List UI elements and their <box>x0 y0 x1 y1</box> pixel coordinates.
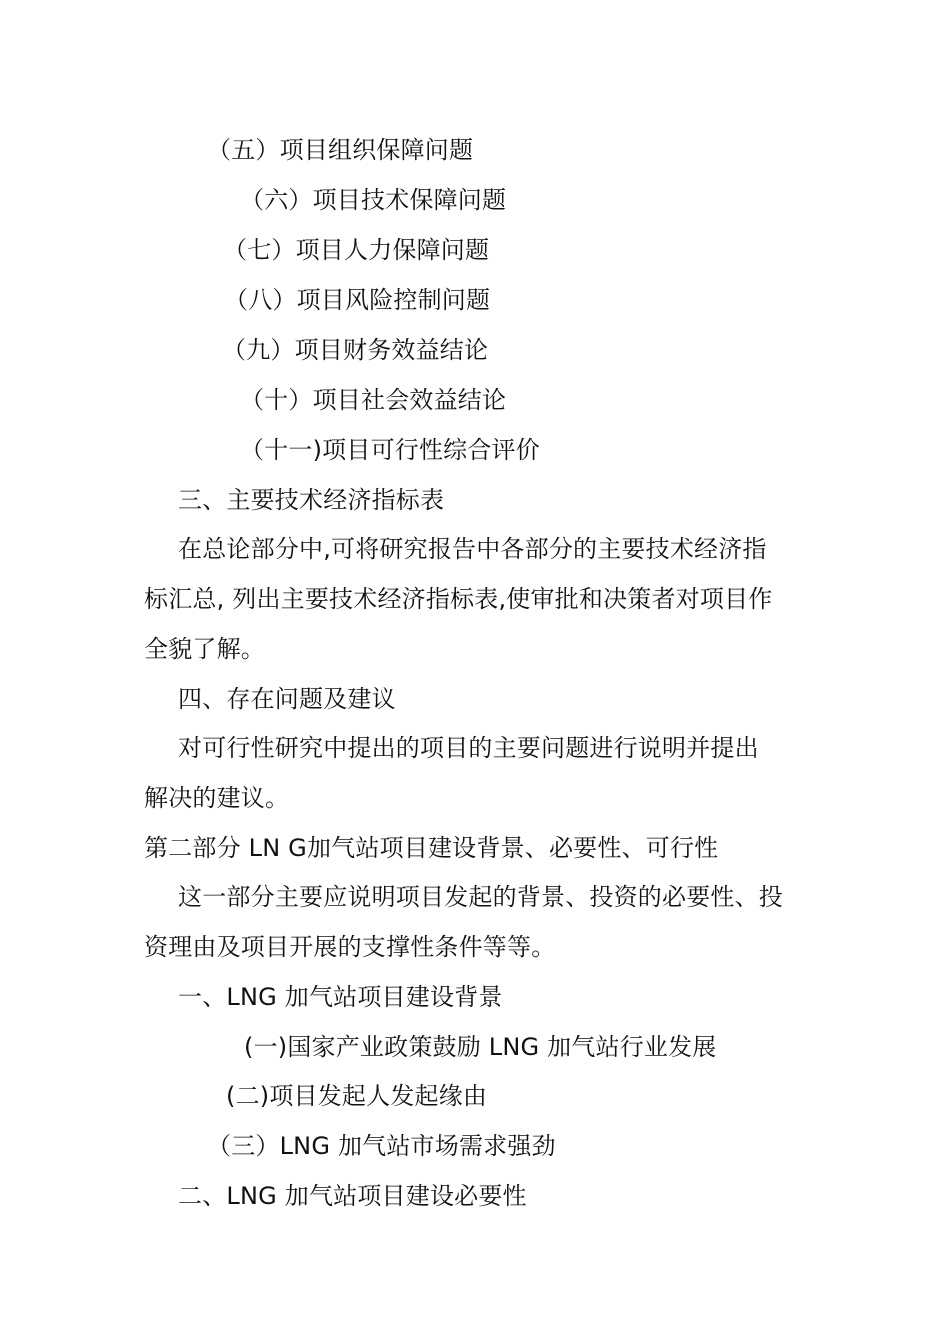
paragraph-line: 全貌了解。 <box>144 635 265 663</box>
toc-item-5: （五）项目组织保障问题 <box>207 136 474 164</box>
toc-item-7: （七）项目人力保障问题 <box>223 236 490 264</box>
subsection-item-2: (二)项目发起人发起缘由 <box>226 1082 488 1110</box>
section-heading-4: 四、存在问题及建议 <box>178 685 396 713</box>
paragraph-line: 解决的建议。 <box>144 784 290 812</box>
toc-item-6: （六）项目技术保障问题 <box>240 186 507 214</box>
paragraph-line: 标汇总, 列出主要技术经济指标表,使审批和决策者对项目作 <box>144 585 773 613</box>
toc-item-11: （十一)项目可行性综合评价 <box>240 436 540 464</box>
paragraph-line: 资理由及项目开展的支撑性条件等等。 <box>144 933 556 961</box>
toc-item-10: （十）项目社会效益结论 <box>240 386 507 414</box>
toc-item-9: （九）项目财务效益结论 <box>222 336 489 364</box>
subsection-item-1: (一)国家产业政策鼓励 LNG 加气站行业发展 <box>244 1033 717 1061</box>
paragraph-line: 在总论部分中,可将研究报告中各部分的主要技术经济指 <box>178 535 767 563</box>
toc-item-8: （八）项目风险控制问题 <box>224 286 491 314</box>
section-heading-3: 三、主要技术经济指标表 <box>178 486 445 514</box>
subsection-heading-1: 一、LNG 加气站项目建设背景 <box>178 983 503 1011</box>
part-heading-2: 第二部分 LN G加气站项目建设背景、必要性、可行性 <box>144 834 719 862</box>
paragraph-line: 对可行性研究中提出的项目的主要问题进行说明并提出 <box>178 734 759 762</box>
paragraph-line: 这一部分主要应说明项目发起的背景、投资的必要性、投 <box>178 883 783 911</box>
subsection-heading-2: 二、LNG 加气站项目建设必要性 <box>178 1182 527 1210</box>
subsection-item-3: （三）LNG 加气站市场需求强劲 <box>207 1132 556 1160</box>
